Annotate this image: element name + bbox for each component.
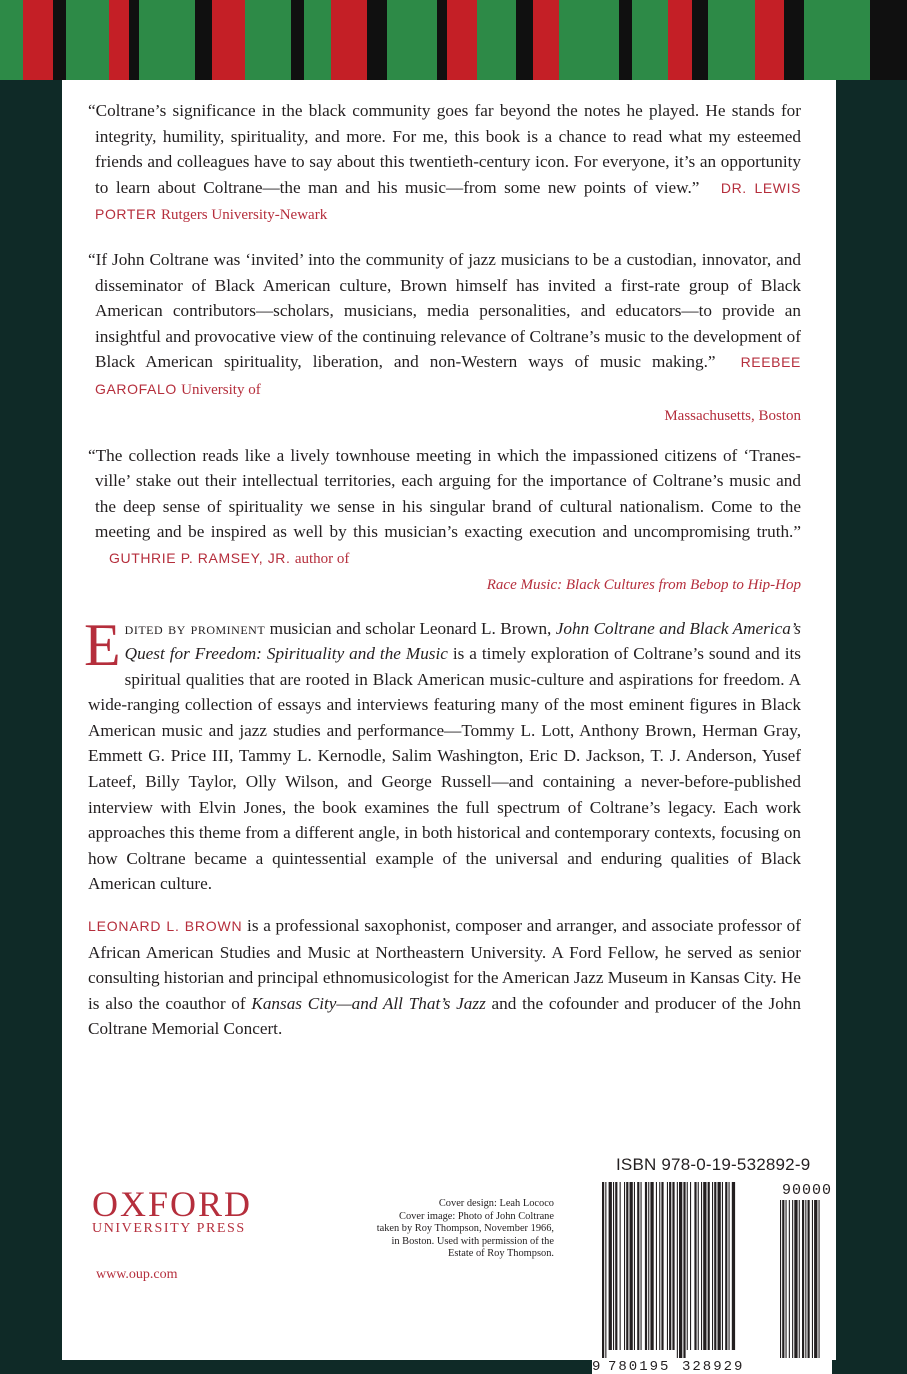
barcode-bar [698,1182,699,1350]
book-description [84,611,801,898]
barcode-bar [718,1182,721,1350]
back-cover-panel [62,80,836,1374]
quote-affiliation: University of [181,381,261,398]
barcode-bar [694,1182,696,1350]
barcode-addon-bar [786,1200,787,1358]
barcode-bar [683,1182,685,1358]
stripe [708,0,754,80]
cover-text [84,98,802,1042]
stripe [784,0,804,80]
barcode-bar [669,1182,671,1350]
quote-affiliation-line2: Massachusetts, Boston [664,407,801,424]
barcode-bar [714,1182,716,1350]
barcode-bar [687,1182,688,1350]
stripe [66,0,109,80]
quote-author: REEBEE GAROFALO [95,354,801,397]
stripe [195,0,212,80]
credit-line: taken by Roy Thompson, November 1966, [376,1223,554,1235]
cover-credits [324,1198,554,1261]
barcode-addon-bar [789,1200,790,1358]
quote-text: “The collection reads like a lively townhouse meeting in which the impassioned citizens of ‘Tranes-ville’ stake out their intellectual territories, each arguing for the importance of Coltrane’s music and the deep sense of spirituality we sense in his singular brand of cultural nationalism. Come to the meeting and be inspired as well by this musician’s exacting execution and uncompromising truth.” [88,445,801,542]
publisher-sub: UNIVERSITY PRESS [92,1221,246,1236]
quote-affiliation: author of [294,550,350,567]
barcode-digits-left: 780195 [608,1359,671,1374]
quote-affiliation: Rutgers University-Newark [160,207,328,224]
bio-text-end: and the cofounder and producer of the John Coltrane Memorial Concert. [88,993,801,1039]
stripe [755,0,785,80]
stripe [367,0,387,80]
lead-smallcaps: dited by prominent [124,618,266,638]
stripe [245,0,291,80]
barcode-addon-bar [808,1200,810,1358]
stripe [331,0,367,80]
stripe [129,0,139,80]
coauthored-book-title: Kansas City—and All That’s Jazz [251,993,486,1013]
barcode-bar [656,1182,657,1350]
barcode-bar [732,1182,735,1350]
barcode-bar [645,1182,647,1350]
barcode-bar [624,1182,625,1350]
stripe [619,0,632,80]
barcode-addon-bar [805,1200,806,1358]
stripe [804,0,870,80]
barcode-addon-bar [814,1200,817,1358]
publisher-name: OXFORD [92,1184,253,1224]
isbn-label: ISBN 978-0-19-532892-9 [616,1155,811,1174]
barcode-addon-bar [780,1200,781,1358]
drop-cap: E [84,611,121,678]
stripe [291,0,304,80]
barcode-bar [690,1182,691,1350]
barcode-bar [634,1182,635,1350]
publisher-logo [92,1185,252,1237]
barcode-bar [659,1182,660,1350]
barcode-addon-digits: 90000 [782,1182,832,1199]
barcode-bar [679,1182,682,1358]
stripe [632,0,668,80]
author-bio [88,913,801,1042]
barcode-bar [615,1182,617,1350]
lead-text: musician and scholar Leonard L. Brown, [265,618,556,638]
quote-ramsey [88,443,801,598]
barcode-addon-bar [812,1200,813,1358]
credit-line: in Boston. Used with permission of the [391,1235,554,1247]
stripe [0,0,23,80]
barcode-digits-right: 328929 [682,1359,745,1374]
barcode-addon-bar [782,1200,784,1358]
stripe [437,0,447,80]
stripe [477,0,517,80]
quote-affiliation-line2 [88,573,801,598]
credit-line: Estate of Roy Thompson. [447,1248,554,1260]
barcode-bar [725,1182,727,1350]
stripe [212,0,245,80]
barcode-bar [613,1182,614,1350]
quote-text: “If John Coltrane was ‘invited’ into the community of jazz musicians to be a custodian, innovator, and disseminator of Black American culture, Brown himself has invited a first-rate group of Black American contributors—scholars, musicians, media personalities, and educators—to provide an insightful and provocative view of the continuing relevance of Coltrane’s music to the development of Black American spirituality, liberation, and non-Western ways of music making.” [88,249,801,372]
barcode-addon-bar [819,1200,820,1358]
barcode-addon-bar [792,1200,793,1358]
stripe [387,0,437,80]
barcode-digit-first: 9 [592,1359,601,1374]
barcode-bar [708,1182,710,1350]
quote-text: “Coltrane’s significance in the black community goes far beyond the notes he played. He stands for integrity, humility, spirituality, and more. For me, this book is a chance to read what my esteemed friends and colleagues have to say about this twentieth-century icon. For everyone, it’s an opportunity to learn about Coltrane—the man and his music—from some new points of view.” [88,101,801,197]
isbn-barcode [592,1178,832,1374]
barcode-addon-bar [799,1200,800,1358]
barcode-bar [626,1182,628,1350]
book-title: Race Music: Black Cultures from Bebop to Hip-Hop [486,576,801,593]
stripe [668,0,691,80]
barcode-addon-bar [802,1200,804,1358]
stripe [139,0,195,80]
barcode-bar [729,1182,730,1350]
barcode-bar [672,1182,674,1350]
barcode-bar [609,1182,612,1350]
stripe [23,0,53,80]
bio-text: is a professional saxophonist, composer and arranger, and associate professor of African American Studies and Music at Northeastern University. A Ford Fellow, he served as senior consulting historian and principal ethnomusicologist for the American Jazz Museum in Kansas City. He is also the coauthor of [88,916,801,1013]
description-body: is a timely exploration of Coltrane’s sound and its spiritual qualities that are rooted in Black American music-culture and aspirations for freedom. A wide-ranging collection of essays and interviews featuring many of the most eminent figures in Black American music and jazz studies and performance—Tommy L. Lott, Anthony Brown, Herman Gray, Emmett G. Price III, Tammy L. Kernodle, Salim Washington, Eric D. Jackson, T. J. Anderson, Yusef Lateef, Billy Taylor, Olly Wilson, and George Russell—and containing a never-before-published interview with Elvin Jones, the book examines the full spectrum of Coltrane’s legacy. Each work approaches this theme from a different angle, in both historical and contemporary contexts, focusing on how Coltrane became a quintessential example of the universal and enduring qualities of Black American culture. [88,644,801,894]
barcode-bar [648,1182,649,1350]
stripe [516,0,533,80]
barcode-addon-bar [794,1200,797,1358]
credit-line: Cover image: Photo of John Coltrane [399,1210,554,1222]
stripe [447,0,477,80]
barcode-bar [661,1182,663,1350]
stripe [304,0,330,80]
barcode-bar [712,1182,713,1350]
quote-garofalo [88,247,801,429]
book-title: John Coltrane and Black America’s Quest for Freedom: Spirituality and the Music [124,618,801,664]
publisher-url[interactable]: www.oup.com [96,1267,178,1282]
stripe [870,0,906,80]
stripe [692,0,709,80]
top-stripe-band [0,0,907,80]
barcode-bar [722,1182,723,1350]
barcode-bar [677,1182,678,1358]
barcode-bar [641,1182,642,1350]
barcode-bar [602,1182,604,1358]
stripe [53,0,66,80]
barcode-bar [667,1182,668,1350]
author-name: LEONARD L. BROWN [88,918,243,935]
barcode-bar [701,1182,702,1350]
stripe [559,0,619,80]
quote-porter [88,98,801,229]
barcode-bar [630,1182,633,1350]
barcode-bar [605,1182,606,1358]
stripe [109,0,129,80]
stripe [533,0,559,80]
barcode-bar [620,1182,621,1350]
quote-author: GUTHRIE P. RAMSEY, JR. [109,549,291,566]
credit-line: Cover design: Leah Lococo [438,1198,554,1209]
barcode-bar [637,1182,639,1350]
barcode-bar [703,1182,706,1350]
quote-author: DR. LEWIS PORTER [95,179,802,223]
barcode-bar [650,1182,653,1350]
